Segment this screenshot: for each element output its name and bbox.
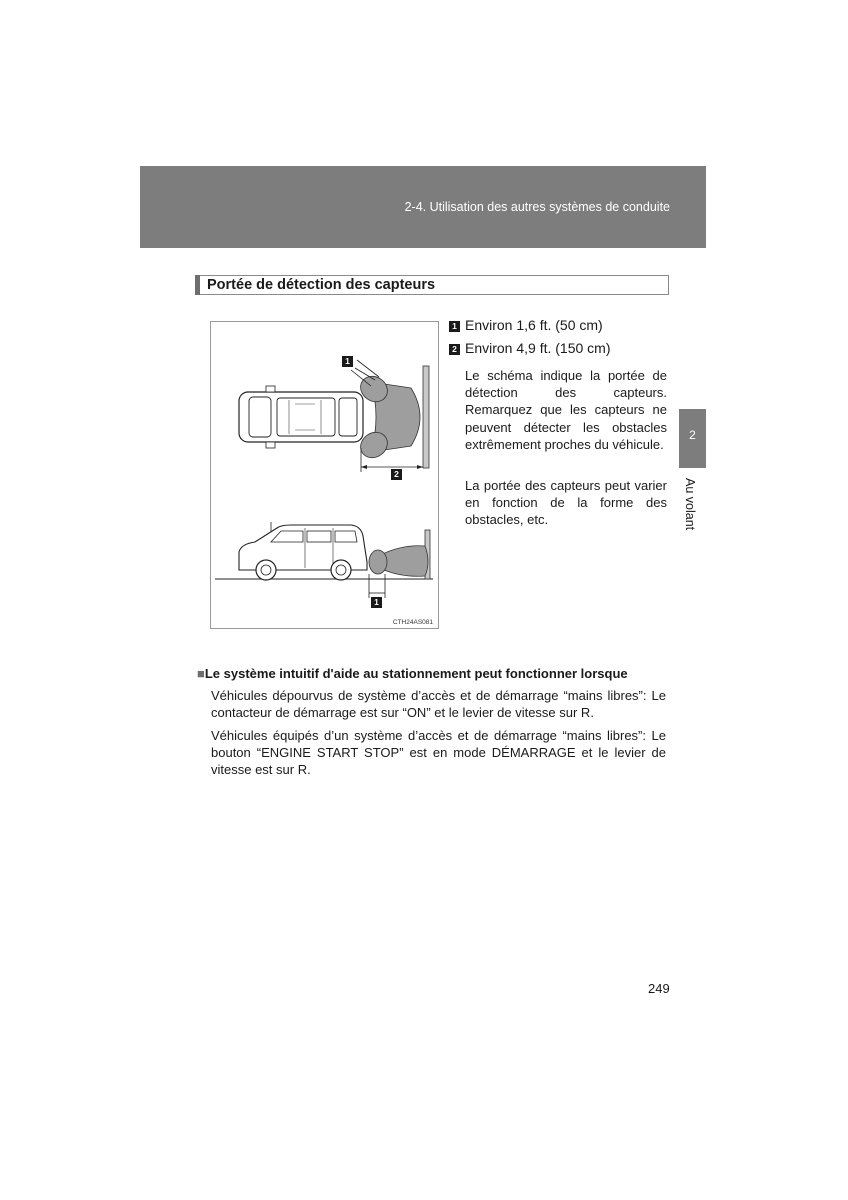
legend-marker-1: 1 <box>449 321 460 332</box>
conditions-paragraph-1: Véhicules dépourvus de système d’accès et de démarrage “mains libres”: Le contacteur de démarrage est sur “ON” et le levier de vitesse sur R. <box>211 688 666 721</box>
legend-marker-2: 2 <box>449 344 460 355</box>
legend-item-1 <box>449 317 603 333</box>
callout-marker-1-side: 1 <box>371 597 382 608</box>
sensor-range-diagram <box>210 321 439 629</box>
chapter-header <box>140 166 706 248</box>
chapter-tab <box>679 409 706 468</box>
legend-item-2 <box>449 340 611 356</box>
sensor-range-illustration <box>211 322 440 630</box>
description-paragraph-1: Le schéma indique la portée de détection des capteurs. Remarquez que les capteurs ne peuvent détecter les obstacles extrêmement proches du véhicule. <box>465 368 667 452</box>
figure-code: CTH24AS081 <box>392 619 433 626</box>
callout-marker-1: 1 <box>342 356 353 367</box>
description-paragraph-2: La portée des capteurs peut varier en fonction de la forme des obstacles, etc. <box>465 478 667 528</box>
chapter-tab-label: Au volant <box>683 478 697 531</box>
conditions-paragraph-2: Véhicules équipés d’un système d’accès et de démarrage “mains libres”: Le bouton “ENGINE START STOP” est en mode DÉMARRAGE et le levier de vitesse est sur R. <box>211 728 666 778</box>
section-title: Portée de détection des capteurs <box>207 277 436 293</box>
chapter-tab-number: 2 <box>689 428 696 442</box>
legend-text-1: Environ 1,6 ft. (50 cm) <box>465 317 603 333</box>
chapter-title: 2-4. Utilisation des autres systèmes de conduite <box>404 200 670 214</box>
conditions-heading <box>197 666 628 681</box>
section-heading <box>195 275 669 295</box>
conditions-heading-text: Le système intuitif d'aide au stationnement peut fonctionner lorsque <box>204 666 628 681</box>
callout-marker-2: 2 <box>391 469 402 480</box>
square-bullet-icon: ■ <box>197 666 205 681</box>
section-heading-bar <box>195 275 200 295</box>
legend-text-2: Environ 4,9 ft. (150 cm) <box>465 340 611 356</box>
page-number: 249 <box>648 981 670 996</box>
